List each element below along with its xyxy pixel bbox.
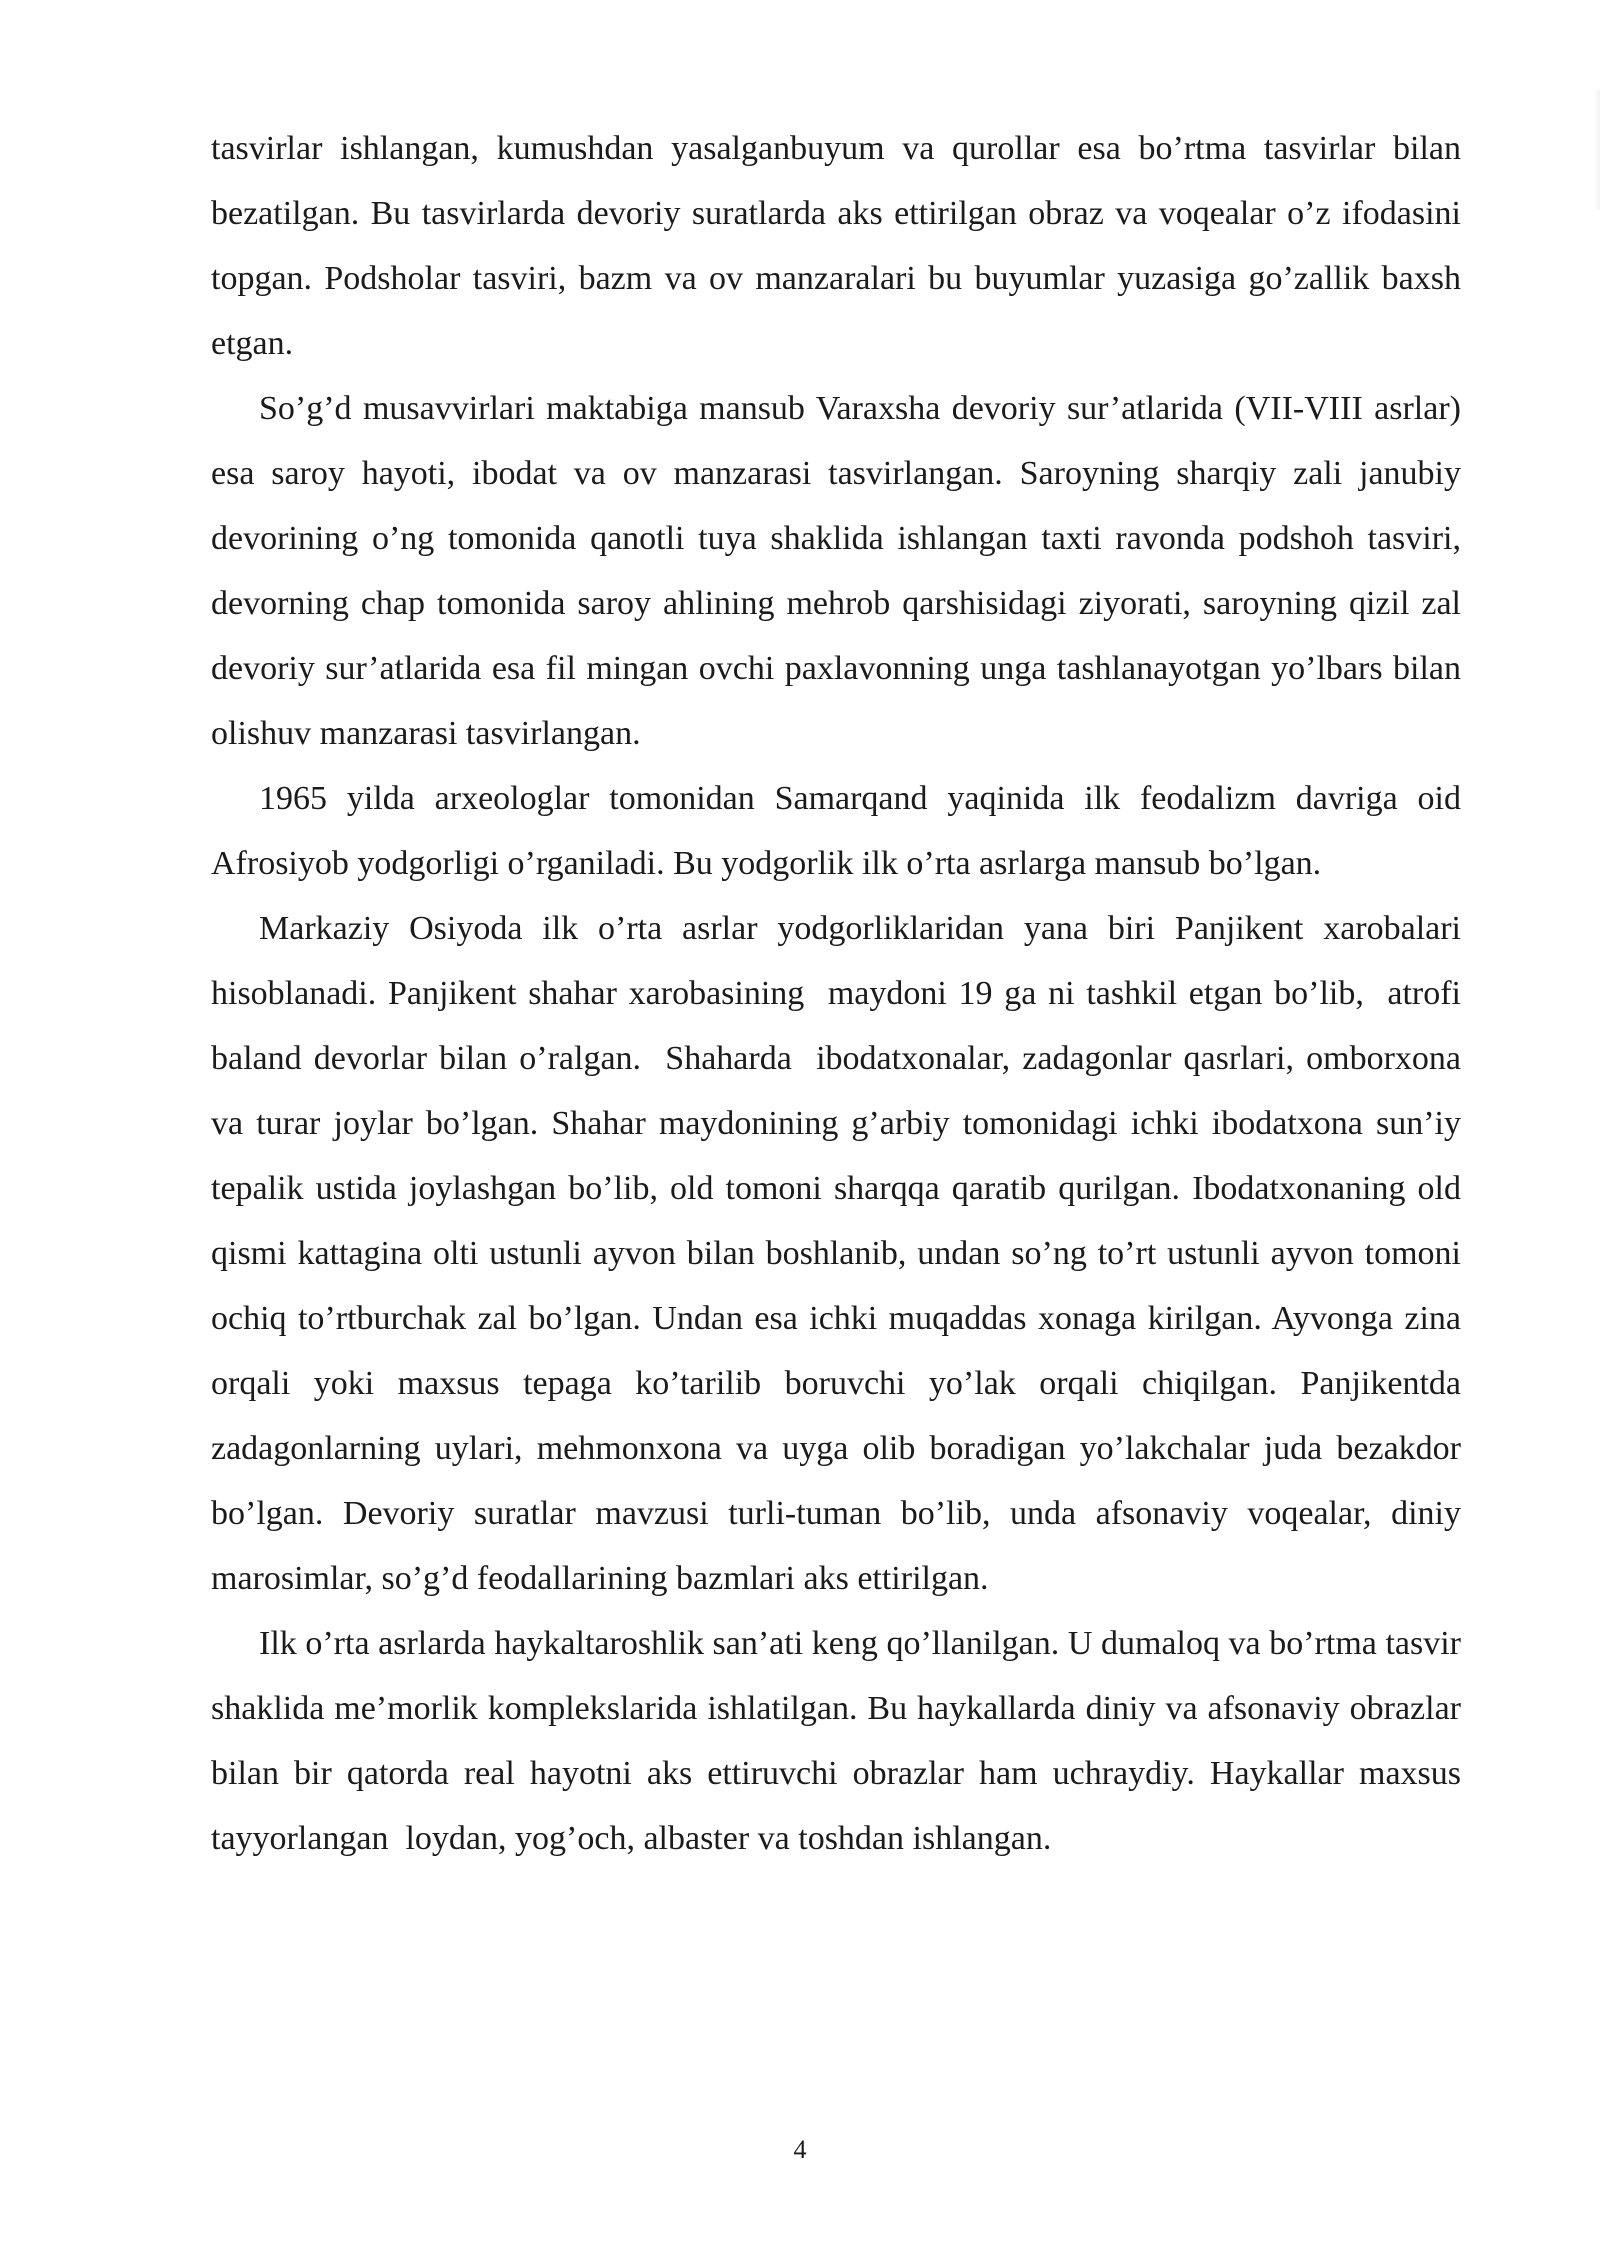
page-edge-shadow xyxy=(1594,90,1600,210)
body-text xyxy=(211,116,1478,1871)
paragraph-1: tasvirlar ishlangan, kumushdan yasalganbuyum va qurollar esa bo’rtma tasvirlar bilan bezatilgan. Bu tasvirlarda devoriy suratlarda aks ettirilgan obraz va voqealar o’z ifodasini topgan. Podsholar tasviri, bazm va ov manzaralari bu buyumlar yuzasiga go’zallik baxsh etgan. xyxy=(211,130,1470,362)
paragraph-3: 1965 yilda arxeologlar tomonidan Samarqand yaqinida ilk feodalizm davriga oid Afrosiyob yodgorligi o’rganiladi. Bu yodgorlik ilk o’rta asrlarga mansub bo’lgan. xyxy=(211,780,1468,882)
paragraph-4: Markaziy Osiyoda ilk o’rta asrlar yodgorliklaridan yana biri Panjikent xarobalari hisoblanadi. Panjikent shahar xarobasining maydoni 19 ga ni tashkil etgan bo’lib, atrofi baland devorlar bilan o’ralgan. Shaharda ibodatxonalar, zadagonlar qasrlari, omborxona va turar joylar bo’lgan. Shahar maydonining g’arbiy tomonidagi ichki ibodatxona sun’iy tepalik ustida joylashgan bo’lib, old tomoni sharqqa qaratib qurilgan. Ibodatxonaning old qismi kattagina olti ustunli ayvon bilan boshlanib, undan so’ng to’rt ustunli ayvon tomoni ochiq to’rtburchak zal bo’lgan. Undan esa ichki muqaddas xonaga kirilgan. Ayvonga zina orqali yoki maxsus tepaga ko’tarilib boruvchi yo’lak orqali chiqilgan. Panjikentda zadagonlarning uylari, mehmonxona va uyga olib boradigan yo’lakchalar juda bezakdor bo’lgan. Devoriy suratlar mavzusi turli-tuman bo’lib, unda afsonaviy voqealar, diniy marosimlar, so’g’d feodallarining bazmlari aks ettirilgan. xyxy=(211,910,1478,1597)
page-number: 4 xyxy=(793,2135,807,2164)
paragraph-5: Ilk o’rta asrlarda haykaltaroshlik san’ati keng qo’llanilgan. U dumaloq va bo’rtma tasvir shaklida me’morlik komplekslarida ishlatilgan. Bu haykallarda diniy va afsonaviy obrazlar bilan bir qatorda real hayotni aks ettiruvchi obrazlar ham uchraydiy. Haykallar maxsus tayyorlangan loydan, yog’och, albaster va toshdan ishlangan. xyxy=(211,1625,1470,1857)
paragraph-2: So’g’d musavvirlari maktabiga mansub Varaxsha devoriy sur’atlarida (VII-VIII asrlar) esa saroy hayoti, ibodat va ov manzarasi tasvirlangan. Saroyning sharqiy zali janubiy devorining o’ng tomonida qanotli tuya shaklida ishlangan taxti ravonda podshoh tasviri, devorning chap tomonida saroy ahlining mehrob qarshisidagi ziyorati, saroyning qizil zal devoriy sur’atlarida esa fil mingan ovchi paxlavonning unga tashlanayotgan yo’lbars bilan olishuv manzarasi tasvirlangan. xyxy=(211,390,1470,752)
